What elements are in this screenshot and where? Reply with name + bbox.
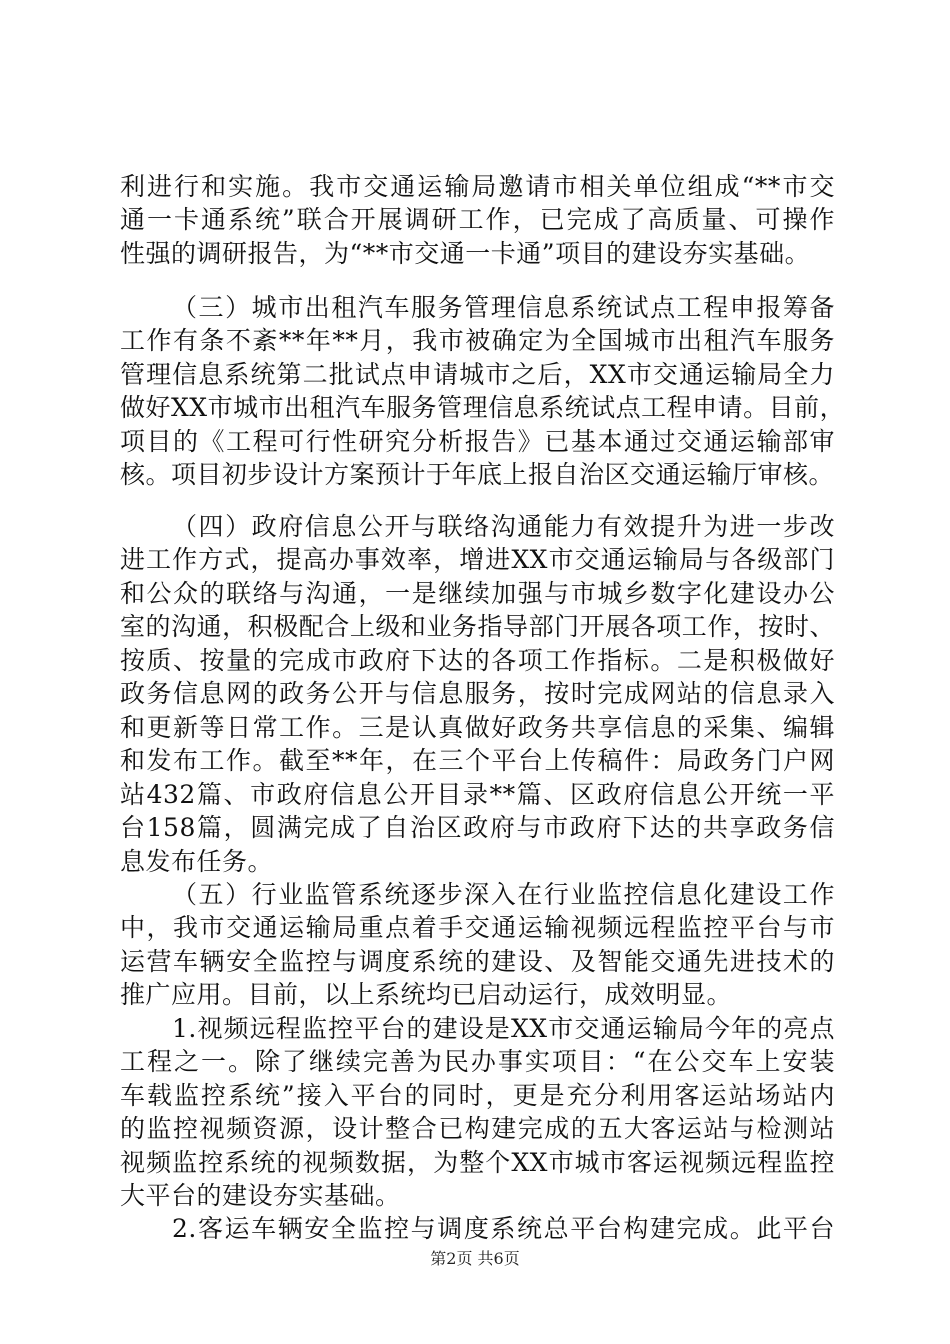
body-line: 通一卡通系统”联合开展调研工作，已完成了高质量、可操作 [120,205,835,234]
body-line: 工作有条不紊**年**月，我市被确定为全国城市出租汽车服务 [120,326,835,355]
body-line: 大平台的建设夯实基础。 [120,1181,401,1210]
body-line: 管理信息系统第二批试点申请城市之后，XX市交通运输局全力 [120,360,835,389]
body-line: 做好XX市城市出租汽车服务管理信息系统试点工程申请。目前， [120,393,846,422]
body-line: 和公众的联络与沟通，一是继续加强与市城乡数字化建设办公 [120,579,835,608]
body-line: 利进行和实施。我市交通运输局邀请市相关单位组成“**市交 [120,172,835,201]
page-footer: 第2页 共6页 [430,1249,520,1268]
body-line: 按质、按量的完成市政府下达的各项工作指标。二是积极做好 [120,646,835,675]
body-line: 运营车辆安全监控与调度系统的建设、及智能交通先进技术的 [120,947,835,976]
section-heading-4: （四）政府信息公开与联络沟通能力有效提升为进一步改 [172,512,835,541]
body-line: 推广应用。目前，以上系统均已启动运行，成效明显。 [120,980,733,1009]
body-line: 视频监控系统的视频数据，为整个XX市城市客运视频远程监控 [120,1148,835,1177]
body-line: 政务信息网的政务公开与信息服务，按时完成网站的信息录入 [120,679,835,708]
list-item-1: 1.视频远程监控平台的建设是XX市交通运输局今年的亮点 [172,1014,835,1043]
body-line: 站432篇、市政府信息公开目录**篇、区政府信息公开统一平 [120,780,835,809]
body-line: 和发布工作。截至**年，在三个平台上传稿件：局政务门户网 [120,746,835,775]
body-line: 台158篇，圆满完成了自治区政府与市政府下达的共享政务信 [120,813,835,842]
body-line: 核。项目初步设计方案预计于年底上报自治区交通运输厅审核。 [120,460,835,489]
body-line: 的监控视频资源，设计整合已构建完成的五大客运站与检测站 [120,1114,835,1143]
body-line: 和更新等日常工作。三是认真做好政务共享信息的采集、编辑 [120,713,835,742]
body-line: 进工作方式，提高办事效率，增进XX市交通运输局与各级部门 [120,545,835,574]
body-line: 性强的调研报告，为“**市交通一卡通”项目的建设夯实基础。 [120,239,811,268]
section-heading-3: （三）城市出租汽车服务管理信息系统试点工程申报筹备 [172,293,835,322]
body-line: 中，我市交通运输局重点着手交通运输视频远程监控平台与市 [120,913,835,942]
section-heading-5: （五）行业监管系统逐步深入在行业监控信息化建设工作 [172,880,835,909]
body-line: 车载监控系统”接入平台的同时，更是充分利用客运站场站内 [120,1081,835,1110]
body-line: 息发布任务。 [120,847,274,876]
body-line: 项目的《工程可行性研究分析报告》已基本通过交通运输部审 [120,427,835,456]
body-line: 工程之一。除了继续完善为民办事实项目：“在公交车上安装 [120,1047,835,1076]
body-line: 室的沟通，积极配合上级和业务指导部门开展各项工作，按时、 [120,612,835,641]
list-item-2: 2.客运车辆安全监控与调度系统总平台构建完成。此平台 [172,1214,835,1243]
